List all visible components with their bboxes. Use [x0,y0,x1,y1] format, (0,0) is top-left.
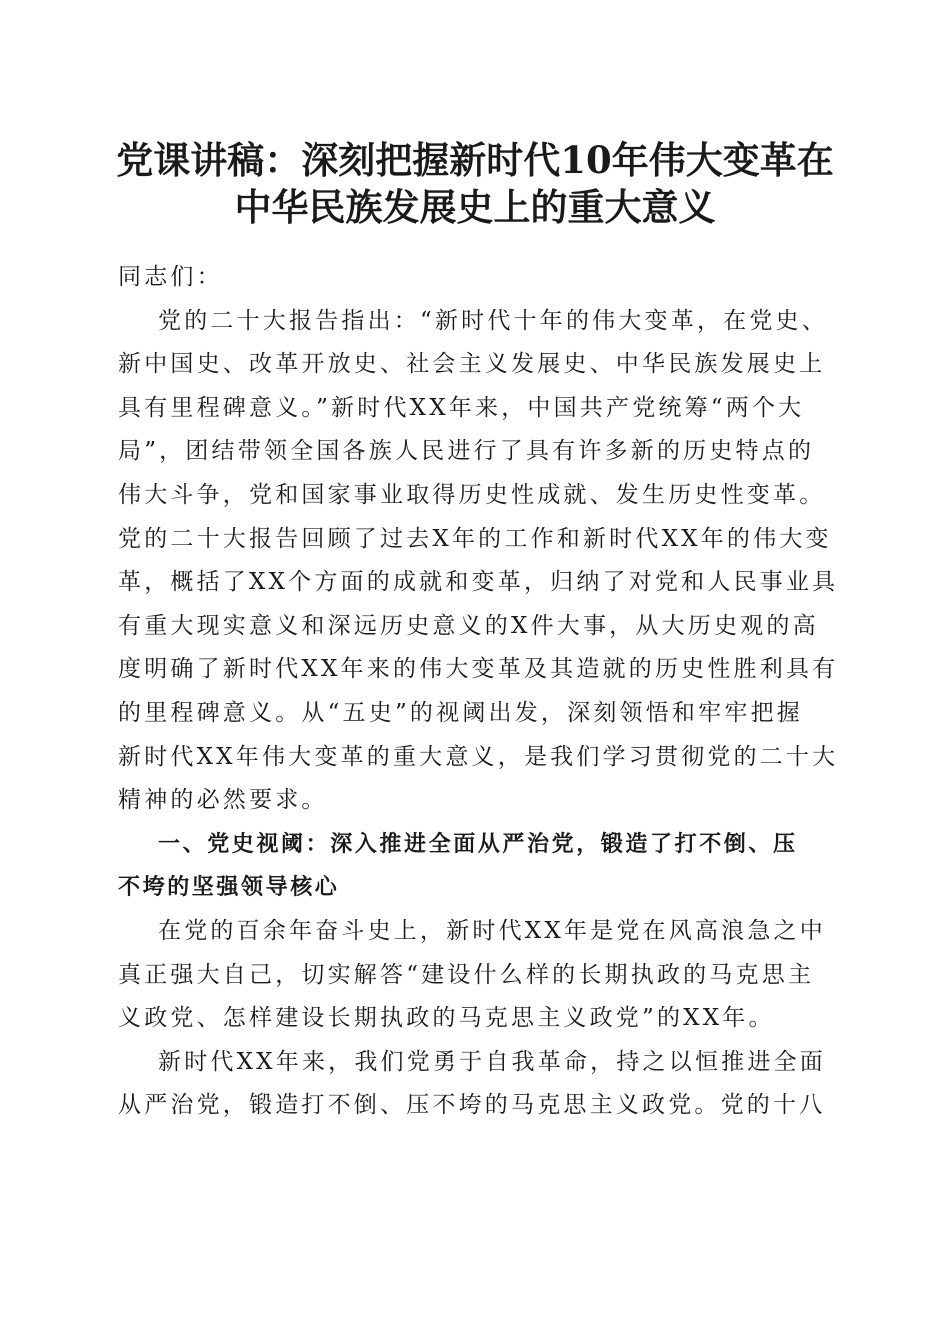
paragraph-1 [118,300,839,823]
text-line: 伟大斗争，党和国家事业取得历史性成就、发生历史性变革。 [118,481,826,508]
heading-line: 不垮的坚强领导核心 [118,875,340,901]
text-line: 度明确了新时代XX年来的伟大变革及其造就的历史性胜利具有 [118,656,839,683]
paragraph-2 [118,910,830,1041]
text-line: 从严治党，锻造打不倒、压不垮的马克思主义政党。党的十八 [118,1092,826,1119]
text-line: 新时代XX年来，我们党勇于自我革命，持之以恒推进全面 [158,1048,826,1075]
text-line: 义政党、怎样建设长期执政的马克思主义政党”的XX年。 [118,1005,775,1032]
text-line: 有重大现实意义和深远历史意义的X件大事，从大历史观的高 [118,612,819,639]
document-title-line-2: 中华民族发展史上的重大意义 [234,185,716,229]
salutation: 同志们： [118,264,223,290]
section-heading-1 [118,823,830,910]
heading-line: 一、党史视阈：深入推进全面从严治党，锻造了打不倒、压 [158,831,798,857]
text-line: 局”，团结带领全国各族人民进行了具有许多新的历史特点的 [118,438,815,465]
text-line: 党的二十大报告回顾了过去X年的工作和新时代XX年的伟大变 [118,525,832,552]
text-line: 真正强大自己，切实解答“建设什么样的长期执政的马克思主 [118,961,815,988]
text-line: 在党的百余年奋斗史上，新时代XX年是党在风高浪急之中 [158,917,826,944]
text-line: 党的二十大报告指出：“新时代十年的伟大变革，在党史、 [158,307,828,334]
document-body [118,256,839,1128]
text-line: 具有里程碑意义。”新时代XX年来，中国共产党统筹“两个大 [118,394,805,421]
text-line: 新中国史、改革开放史、社会主义发展史、中华民族发展史上 [118,351,826,378]
document-title-line-1: 党课讲稿：深刻把握新时代10年伟大变革在 [116,138,834,182]
text-line: 革，概括了XX个方面的成就和变革，归纳了对党和人民事业具 [118,569,839,596]
text-line: 新时代XX年伟大变革的重大意义，是我们学习贯彻党的二十大 [118,743,839,770]
paragraph-3 [118,1041,830,1128]
text-line: 的里程碑意义。从“五史”的视阈出发，深刻领悟和牢牢把握 [118,699,803,726]
text-line: 精神的必然要求。 [118,787,328,814]
